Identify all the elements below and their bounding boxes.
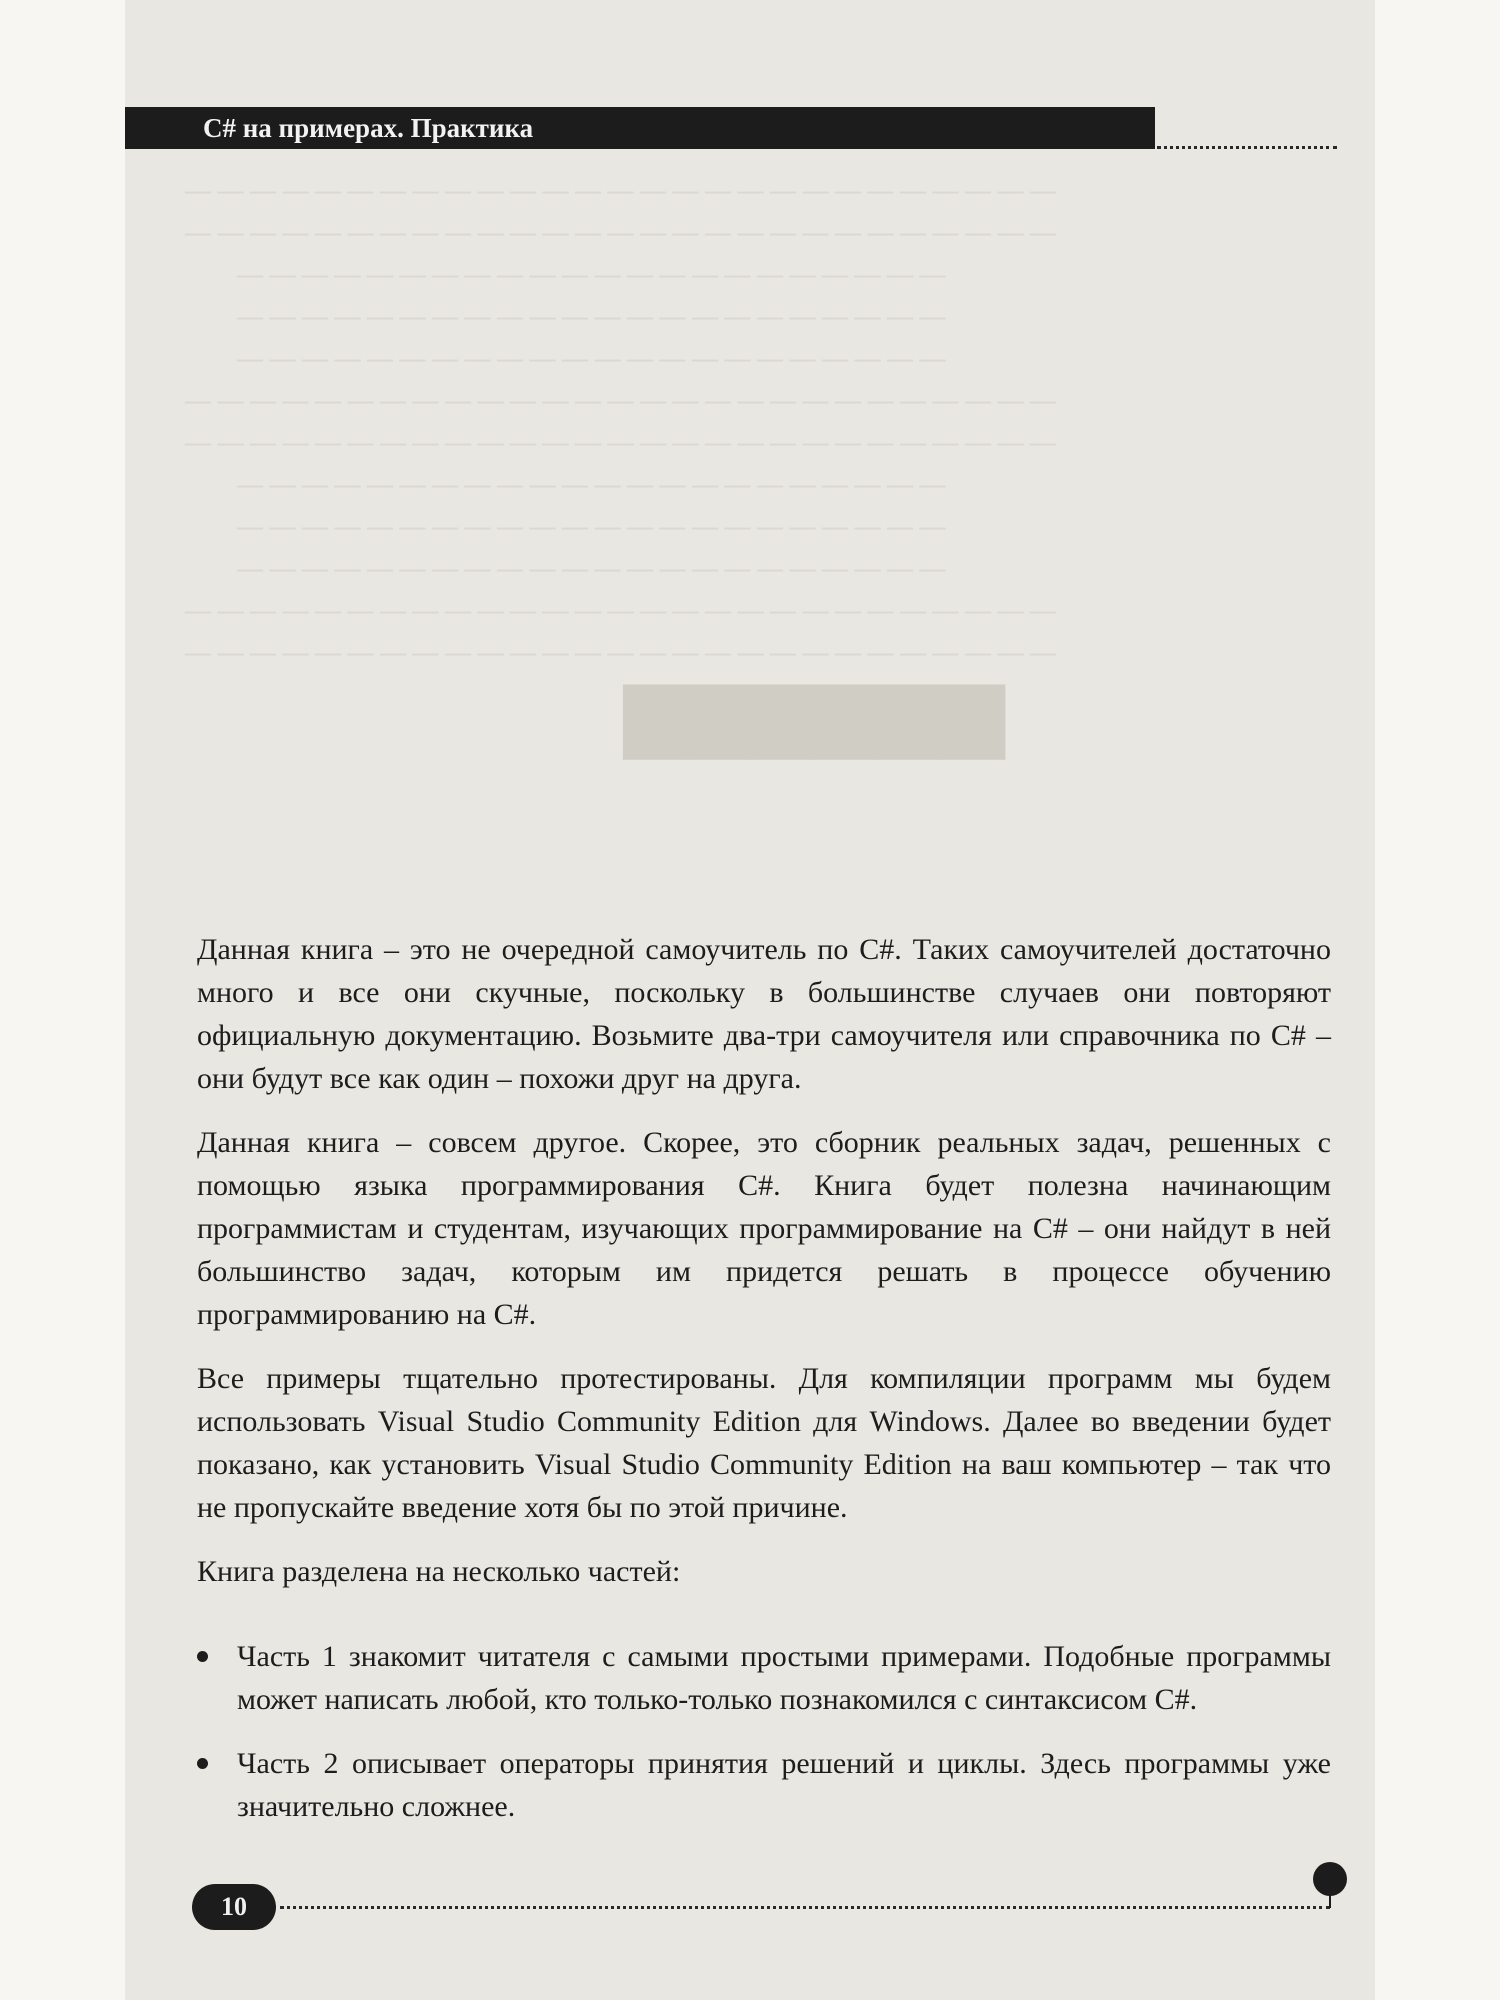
paragraph: Данная книга – совсем другое. Скорее, это сборник реальных задач, решенных с помощью языка программирования C#. Книга будет полезна начинающим программистам и студентам, изучающих программирование на C# – они найдут в ней большинство задач, которым им придется решать в процессе обучению программированию на C#.: [197, 1126, 1331, 1331]
running-header-title: C# на примерах. Практика: [203, 113, 534, 143]
paragraph: Данная книга – это не очередной самоучитель по C#. Таких самоучителей достаточно много и все они скучные, поскольку в большинстве случаев они повторяют официальную документацию. Возьмите два-три самоучителя или справочника по C# – они будут все как один – похожи друг на друга.: [197, 933, 1331, 1095]
bullet-icon: [197, 1651, 208, 1662]
paragraph: Все примеры тщательно протестированы. Для компиляции программ мы будем использовать Visual Studio Community Edition для Windows. Далее во введении будет показано, как установить Visual Studio Community Edition на ваш компьютер – так что не пропускайте введение хотя бы по этой причине.: [197, 1362, 1331, 1524]
list-item: [197, 1742, 1331, 1828]
bullet-icon: [197, 1758, 208, 1769]
paragraph: Книга разделена на несколько частей:: [197, 1555, 681, 1588]
parts-list: [197, 1635, 1331, 1828]
show-through-decoration: — — — — — — — — — — — — — — — — — — — — — — — — — — — — — — — — — — — — — — — — — — — — — — — — — — — — — — — — — — — — — — — — — — — — — — — — — — — — — — — — — — — — — — — — — — — — — — — — — — — — — — — — — — — — — — — — — — — — — — — — — — — — — — — — — — — — — — — — — — — — — — — — — — — — — — — — — — — — — — — — — — — — — — — — — — — — — — — — — — — — — — — — — — — — — — — — — — — — — — — — — — — — — — — — — — — — — — — — — — — — — — — — — — — — — — — — — — — — — — — — — — — — — — — — — — — — — — — — — — — — — — — — — — — — — — — — — — — — — — — — — — — — — — — — — — — — — — ▆▆▆▆▆▆: [185, 176, 1056, 756]
list-item-text: Часть 1 знакомит читателя с самыми простыми примерами. Подобные программы может написать любой, кто только-только познакомился с синтаксисом C#.: [237, 1640, 1331, 1716]
running-header-bar: [125, 107, 1155, 149]
list-item: [197, 1635, 1331, 1721]
page-number: 10: [192, 1884, 276, 1930]
footer-marker-stem: [1329, 1894, 1331, 1908]
footer-circle-icon: [1313, 1862, 1347, 1896]
footer-dotted-rule: [280, 1906, 1330, 1909]
intro-text: [197, 928, 1331, 1849]
book-page: [125, 0, 1375, 2000]
list-item-text: Часть 2 описывает операторы принятия решений и циклы. Здесь программы уже значительно сложнее.: [237, 1747, 1331, 1823]
header-dotted-rule: [1157, 146, 1337, 149]
